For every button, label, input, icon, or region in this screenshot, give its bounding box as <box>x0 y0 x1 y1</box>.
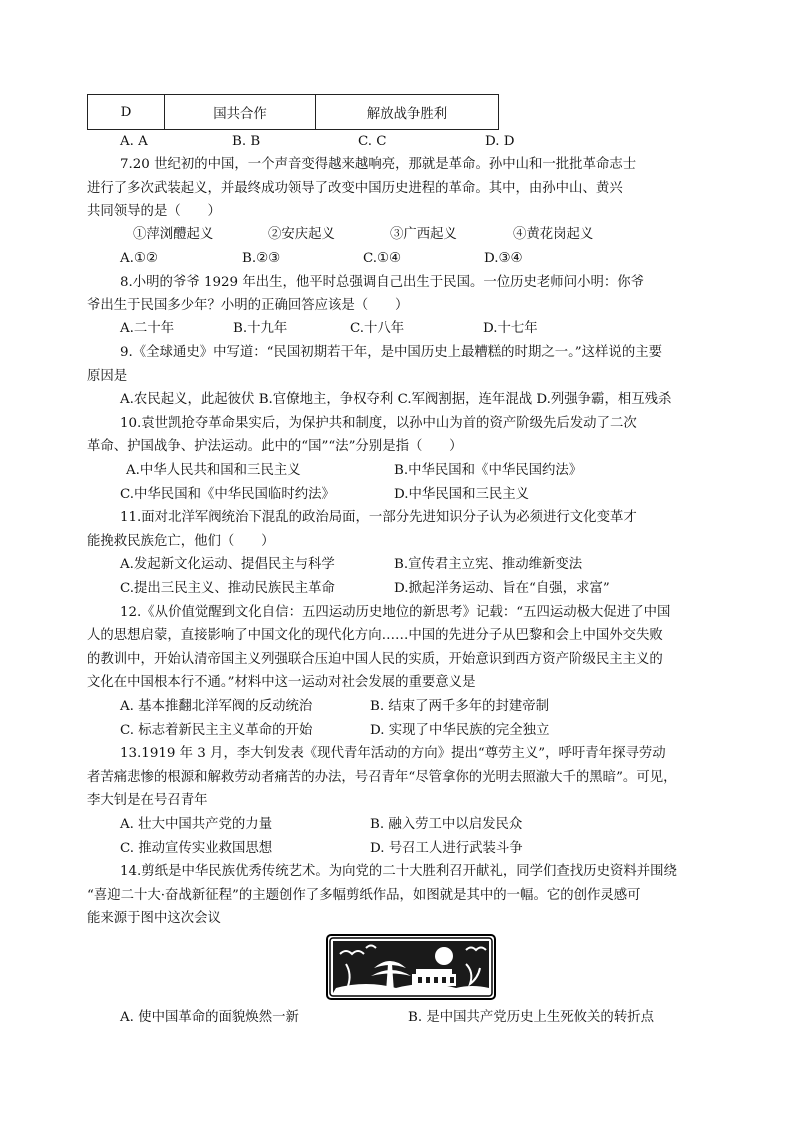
q7-item: ②安庆起义 <box>268 227 335 242</box>
q7-item: ④黄花岗起义 <box>513 227 594 242</box>
table-cell: 国共合作 <box>165 95 316 130</box>
q10-option-a: A.中华人民共和国和三民主义 <box>126 463 301 478</box>
q11-option-b: B.宣传君主立宪、推动维新变法 <box>394 557 583 572</box>
q11-option-d: D.掀起洋务运动、旨在“自强，求富” <box>394 581 610 596</box>
q10-option-d: D.中华民国和三民主义 <box>394 487 530 502</box>
question-13-line: 李大钊是在号召青年 <box>87 793 208 808</box>
paper-cut-image <box>326 934 496 1000</box>
question-7-line: 共同领导的是（ ） <box>87 204 221 219</box>
q6-option-b: B. B <box>232 134 261 149</box>
q13-option-c: C. 推动宣传实业救国思想 <box>120 841 273 856</box>
question-12-line: 的教训中，开始认清帝国主义列强联合压迫中国人民的实质，开始意识到西方资产阶级民主主义的 <box>87 652 663 667</box>
q12-option-c: C. 标志着新民主主义革命的开始 <box>120 723 313 738</box>
q7-item: ①萍浏醴起义 <box>133 227 214 242</box>
q12-option-b: B. 结束了两千多年的封建帝制 <box>370 699 550 714</box>
q12-option-a: A. 基本推翻北洋军阀的反动统治 <box>120 699 313 714</box>
q7-option-a: A.①② <box>120 251 158 266</box>
answer-table <box>87 94 499 130</box>
question-10-line: 革命、护国战争、护法运动。此中的“国”“法”分别是指（ ） <box>87 439 463 454</box>
q8-option-d: D.十七年 <box>483 321 538 336</box>
table-cell: 解放战争胜利 <box>316 95 499 130</box>
q12-option-d: D. 实现了中华民族的完全独立 <box>370 723 550 738</box>
table-cell: D <box>88 95 165 130</box>
table-row <box>88 95 499 130</box>
question-11-line: 11.面对北洋军阀统治下混乱的政治局面，一部分先进知识分子认为必须进行文化变革才 <box>120 510 637 525</box>
q6-option-d: D. D <box>485 134 515 149</box>
q10-option-c: C.中华民国和《中华民国临时约法》 <box>120 487 335 502</box>
q11-option-a: A.发起新文化运动、提倡民主与科学 <box>120 557 335 572</box>
q10-option-b: B.中华民国和《中华民国约法》 <box>394 463 583 478</box>
question-7-line: 进行了多次武装起义，并最终成功领导了改变中国历史进程的革命。其中，由孙中山、黄兴 <box>87 181 623 196</box>
q14-option-b: B. 是中国共产党历史上生死攸关的转折点 <box>408 1010 654 1025</box>
q6-option-c: C. C <box>358 134 387 149</box>
question-9-line: 9.《全球通史》中写道：“民国初期若干年，是中国历史上最糟糕的时期之一。”这样说的主要 <box>120 345 662 360</box>
question-13-line: 者苦痛悲惨的根源和解救劳动者痛苦的办法，号召青年“尽管拿你的光明去照澈大千的黑暗”。可见， <box>87 770 677 785</box>
question-11-line: 能挽救民族危亡，他们（ ） <box>87 534 275 549</box>
q9-options: A.农民起义，此起彼伏 B.官僚地主，争权夺利 C.军阀割据，连年混战 D.列强争霸，相互残杀 <box>120 392 672 407</box>
q8-option-a: A.二十年 <box>120 321 175 336</box>
q11-option-c: C.提出三民主义、推动民族民主革命 <box>120 581 335 596</box>
question-12-line: 文化在中国根本行不通。”材料中这一运动对社会发展的重要意义是 <box>87 675 476 690</box>
question-14-line: 14.剪纸是中华民族优秀传统艺术。为向党的二十大胜利召开献礼，同学们查找历史资料并围绕 <box>120 864 677 879</box>
question-12-line: 12.《从价值觉醒到文化自信：五四运动历史地位的新思考》记载：“五四运动极大促进了中国 <box>120 605 671 620</box>
question-9-line: 原因是 <box>87 369 128 384</box>
q8-option-b: B.十九年 <box>233 321 288 336</box>
question-13-line: 13.1919 年 3 月，李大钊发表《现代青年活动的方向》提出“尊劳主义”，呼吁青年探寻劳动 <box>120 746 666 761</box>
question-8-line: 爷出生于民国多少年？小明的正确回答应该是（ ） <box>87 298 409 313</box>
q13-option-b: B. 融入劳工中以启发民众 <box>370 817 523 832</box>
q14-option-a: A. 使中国革命的面貌焕然一新 <box>120 1010 299 1025</box>
q13-option-a: A. 壮大中国共产党的力量 <box>120 817 273 832</box>
q6-option-a: A. A <box>120 134 148 149</box>
q8-option-c: C.十八年 <box>350 321 405 336</box>
q13-option-d: D. 号召工人进行武装斗争 <box>370 841 523 856</box>
question-7-line: 7.20 世纪初的中国，一个声音变得越来越响亮，那就是革命。孙中山和一批批革命志士 <box>120 157 637 172</box>
question-14-line: 能来源于图中这次会议 <box>87 911 221 926</box>
q7-option-b: B.②③ <box>242 251 281 266</box>
q7-option-d: D.③④ <box>484 251 523 266</box>
question-10-line: 10.袁世凯抢夺革命果实后，为保护共和制度，以孙中山为首的资产阶级先后发动了二次 <box>120 416 637 431</box>
q7-item: ③广西起义 <box>390 227 457 242</box>
question-8-line: 8.小明的爷爷 1929 年出生，他平时总强调自己出生于民国。一位历史老师问小明：你爷 <box>120 275 645 290</box>
question-12-line: 人的思想启蒙，直接影响了中国文化的现代化方向……中国的先进分子从巴黎和会上中国外交失败 <box>87 628 663 643</box>
q7-option-c: C.①④ <box>363 251 402 266</box>
question-14-line: “喜迎二十大·奋战新征程”的主题创作了多幅剪纸作品，如图就是其中的一幅。它的创作灵感可 <box>87 888 641 903</box>
